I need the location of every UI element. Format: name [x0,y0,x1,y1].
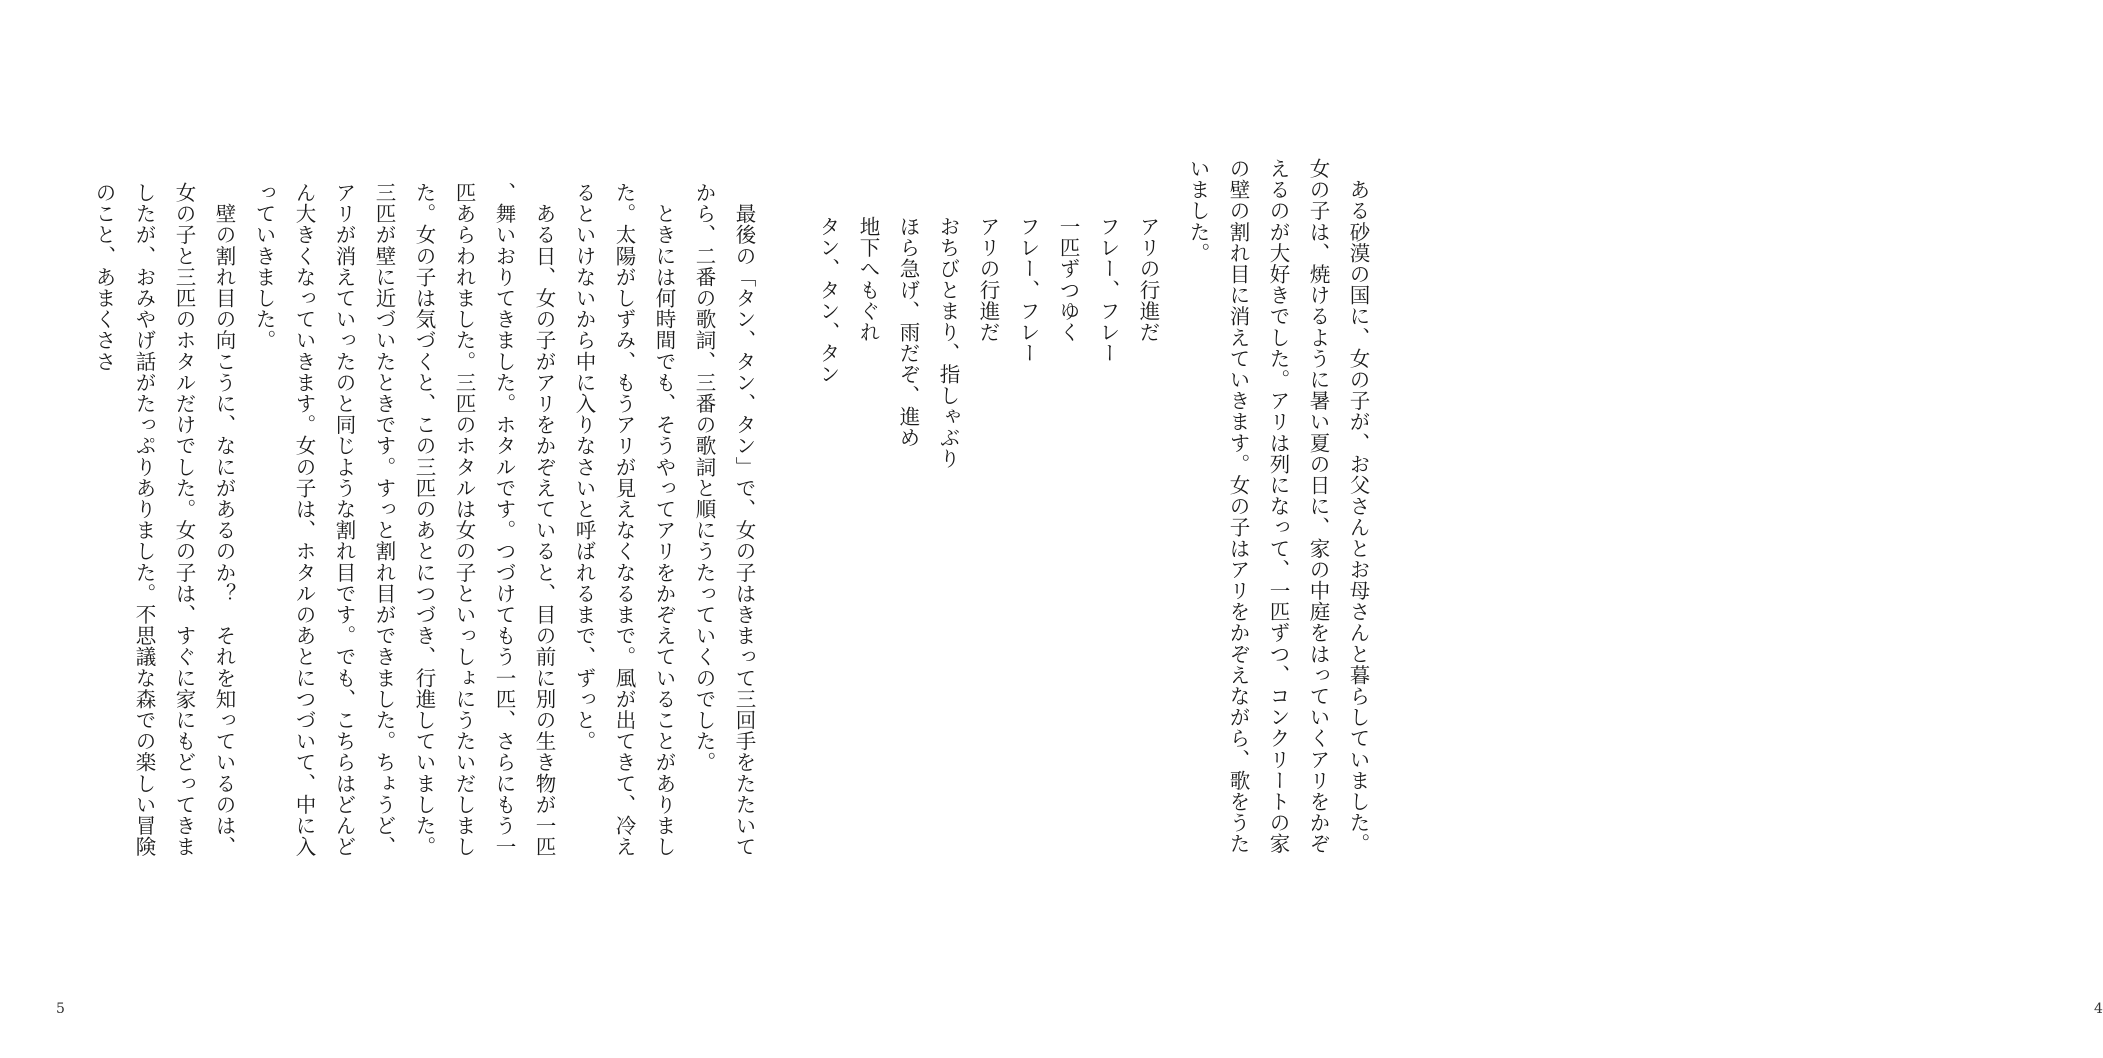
text-column: ある日、女の子がアリをかぞえていると、目の前に別の生き物が一匹 [532,182,556,858]
song-line: 一匹ずつゆく [1056,216,1080,343]
right-page-text [1178,158,1378,858]
song-line: 地下へもぐれ [856,216,880,343]
song-line: タン、タン、タン [816,216,840,385]
song-line: フレー、フレー [1096,216,1120,364]
text-column: た。太陽がしずみ、もうアリが見えなくなるまで。風が出てきて、冷え [612,182,636,858]
paragraph [1178,158,1378,858]
text-column: ある砂漠の国に、女の子が、お父さんとお母さんと暮らしていました。 [1346,158,1370,855]
text-column: 壁の割れ目の向こうに、なにがあるのか？ それを知っているのは、 [212,182,236,858]
paragraph [244,182,564,858]
text-column: ん大きくなっていきます。女の子は、ホタルのあとにつづいて、中に入 [292,182,316,858]
page-number: 5 [56,1001,65,1017]
text-column: 女の子は、焼けるように暑い夏の日に、家の中庭をはっていくアリをかぞ [1306,158,1330,855]
text-column: の壁の割れ目に消えていきます。女の子はアリをかぞえながら、歌をうた [1226,158,1250,855]
song-lyrics [808,216,1168,716]
song-line: おちびとまり、指しゃぶり [936,216,960,470]
text-column: 女の子と三匹のホタルだけでした。女の子は、すぐに家にもどってきま [172,182,196,858]
text-column: 最後の「タン、タン、タン」で、女の子はきまって三回手をたたいて [732,182,756,858]
text-column: アリが消えていったのと同じような割れ目です。でも、こちらはどんど [332,182,356,858]
text-column: のこと、あまくささ [92,182,116,372]
text-column: 、舞いおりてきました。ホタルです。つづけてもう一匹、さらにもう一 [492,182,516,858]
paragraph [84,182,244,858]
song-line: アリの行進だ [1136,216,1160,343]
text-column: た。女の子は気づくと、この三匹のあとにつづき、行進していました。 [412,182,436,858]
text-column: から、二番の歌詞、三番の歌詞と順にうたっていくのでした。 [692,182,716,773]
left-page [0,0,756,1058]
text-column: っていきました。 [252,182,276,351]
text-column: 三匹が壁に近づいたときです。すっと割れ目ができました。ちょうど、 [372,182,396,858]
text-column: したが、おみやげ話がたっぷりありました。不思議な森での楽しい冒険 [132,182,156,858]
left-page-text [84,182,764,858]
song-line: アリの行進だ [976,216,1000,343]
text-column: 匹あらわれました。三匹のホタルは女の子といっしょにうたいだしまし [452,182,476,858]
page-number: 4 [2094,1001,2103,1017]
text-column: ときには何時間でも、そうやってアリをかぞえていることがありまし [652,182,676,858]
text-column: いました。 [1186,158,1210,264]
song-line: フレー、フレー [1016,216,1040,364]
text-column: えるのが大好きでした。アリは列になって、一匹ずつ、コンクリートの家 [1266,158,1290,855]
song-line: ほら急げ、雨だぞ、進め [896,216,920,449]
paragraph [564,182,684,858]
text-column: るといけないから中に入りなさいと呼ばれるまで、ずっと。 [572,182,596,752]
